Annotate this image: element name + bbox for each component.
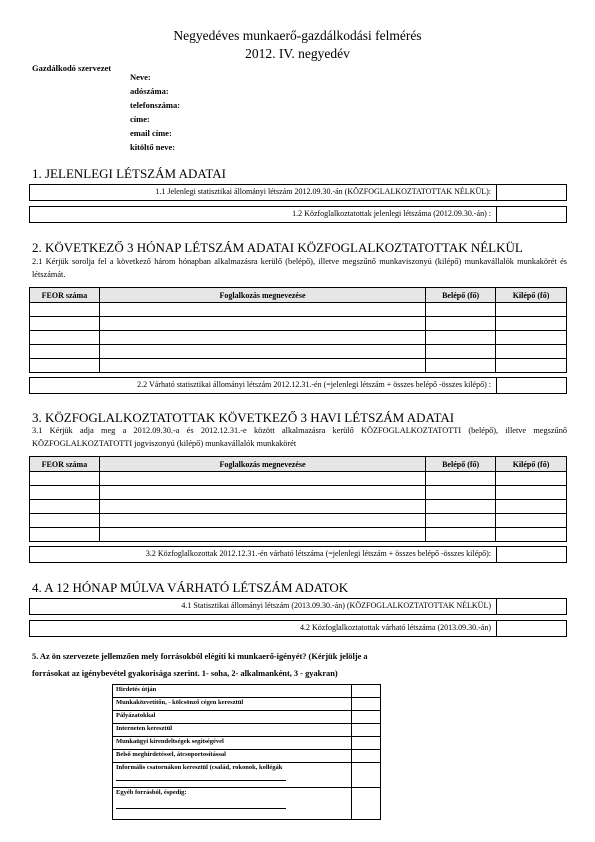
s3-table bbox=[29, 456, 567, 542]
table-row bbox=[113, 685, 381, 698]
table-row bbox=[113, 763, 381, 788]
table-row bbox=[113, 711, 381, 724]
org-label: Gazdálkodó szervezet bbox=[32, 63, 112, 73]
source-value[interactable] bbox=[352, 763, 381, 788]
source-label: Munkaközvetítőn, - kölcsönző cégen keresztül bbox=[113, 698, 352, 711]
s4-row-2-value[interactable] bbox=[496, 621, 497, 636]
s3-total-value[interactable] bbox=[496, 547, 497, 562]
s5-question-line-1: 5. Az ön szervezete jellemzően mely forrásokból elégíti ki munkaerő-igényét? (Kérjük jelölje a bbox=[32, 652, 368, 661]
s3-col-occupation: Foglalkozás megnevezése bbox=[99, 457, 425, 472]
source-label: Interneten keresztül bbox=[113, 724, 352, 737]
org-address-label: címe: bbox=[130, 114, 150, 124]
s3-total-row bbox=[29, 546, 567, 563]
table-row bbox=[113, 788, 381, 820]
s4-row-2 bbox=[29, 620, 567, 637]
s1-row-2-value[interactable] bbox=[496, 207, 497, 222]
s5-question-line-2: forrásokat az igénybevétel gyakorisága szerint. 1- soha, 2- alkalmanként, 3 - gyakran) bbox=[32, 669, 338, 678]
s2-col-occupation: Foglalkozás megnevezése bbox=[99, 288, 425, 303]
s2-total-value[interactable] bbox=[496, 378, 497, 393]
s2-paragraph: 2.1 Kérjük sorolja fel a következő három hónapban alkalmazásra kerülő (belépő), illetve megszűnő munkaviszonyú (kilépő) munkavállalók munkakörét és létszámát. bbox=[32, 257, 567, 279]
s4-row-1-label: 4.1 Statisztikai állományi létszám (2013.09.30.-án) (KÖZFOGLALKOZTATOTTAK NÉLKÜL) bbox=[181, 601, 491, 610]
section-2-heading: 2. KÖVETKEZŐ 3 HÓNAP LÉTSZÁM ADATAI KÖZFOGLALKOZTATOTTAK NÉLKÜL bbox=[32, 240, 523, 255]
section-4-heading: 4. A 12 HÓNAP MÚLVA VÁRHATÓ LÉTSZÁM ADATOK bbox=[32, 580, 349, 595]
org-filler-label: kitöltő neve: bbox=[130, 142, 176, 152]
source-label: Egyéb forrásból, éspedig: bbox=[116, 789, 187, 796]
table-row bbox=[30, 359, 567, 373]
org-name-label: Neve: bbox=[130, 72, 151, 82]
table-row bbox=[30, 303, 567, 317]
s1-row-2-label: 1.2 Közfoglalkoztatottak jelenlegi létszáma (2012.09.30.-án) : bbox=[292, 209, 491, 218]
s2-total-row bbox=[29, 377, 567, 394]
s5-sources-table bbox=[112, 684, 381, 820]
s3-col-feor: FEOR száma bbox=[30, 457, 100, 472]
org-email-label: email címe: bbox=[130, 128, 172, 138]
s1-row-1-label: 1.1 Jelenlegi statisztikai állományi létszám 2012.09.30.-án (KÖZFOGLALKOZTATOTTAK NÉLKÜL): bbox=[155, 187, 491, 196]
source-write-line[interactable] bbox=[116, 780, 286, 781]
s2-col-entering: Belépő (fő) bbox=[426, 288, 496, 303]
table-row bbox=[30, 472, 567, 486]
org-tax-label: adószáma: bbox=[130, 86, 169, 96]
s4-row-1 bbox=[29, 598, 567, 615]
s1-row-1 bbox=[29, 184, 567, 201]
source-label: Belső meghirdetéssel, átcsoportosítással bbox=[113, 750, 352, 763]
table-row bbox=[113, 737, 381, 750]
source-label: Informális csatornákon keresztül (család, rokonok, kollégák bbox=[116, 764, 283, 771]
page-subtitle: 2012. IV. negyedév bbox=[245, 46, 350, 61]
page-title: Negyedéves munkaerő-gazdálkodási felmérés bbox=[173, 28, 422, 43]
table-row bbox=[30, 500, 567, 514]
s3-paragraph: 3.1 Kérjük adja meg a 2012.09.30.-a és 2012.12.31.-e között alkalmazásra kerülő KÖZFOGLALKOZTATOTTI (belépő), illetve megszűnő KÖZFOGLALKOZTATOTTI jogviszonyú (kilépő) munkavállalók munkakörét bbox=[32, 426, 567, 448]
source-label: Munkaügyi kirendeltségek segítségével bbox=[113, 737, 352, 750]
s2-col-feor: FEOR száma bbox=[30, 288, 100, 303]
table-row bbox=[30, 331, 567, 345]
source-value[interactable] bbox=[352, 737, 381, 750]
table-row bbox=[113, 750, 381, 763]
table-row bbox=[30, 317, 567, 331]
table-row bbox=[113, 724, 381, 737]
source-value[interactable] bbox=[352, 698, 381, 711]
s3-total-label: 3.2 Közfoglalkozottak 2012.12.31.-én várható létszáma (=jelenlegi létszám + összes belépő -összes kilépő): bbox=[145, 549, 491, 558]
s3-col-leaving: Kilépő (fő) bbox=[496, 457, 567, 472]
s4-row-1-value[interactable] bbox=[496, 599, 497, 614]
table-row bbox=[30, 345, 567, 359]
source-value[interactable] bbox=[352, 685, 381, 698]
source-value[interactable] bbox=[352, 750, 381, 763]
table-row bbox=[30, 528, 567, 542]
s2-col-leaving: Kilépő (fő) bbox=[496, 288, 567, 303]
s4-row-2-label: 4.2 Közfoglalkoztatottak várható létszáma (2013.09.30.-án) bbox=[299, 623, 491, 632]
table-row bbox=[30, 514, 567, 528]
s1-row-1-value[interactable] bbox=[496, 185, 497, 200]
s2-total-label: 2.2 Várható statisztikai állományi létszám 2012.12.31.-én (=jelenlegi létszám + összes belépő -összes kilépő) : bbox=[137, 380, 491, 389]
table-row bbox=[30, 486, 567, 500]
org-fields bbox=[130, 70, 180, 154]
section-1-heading: 1. JELENLEGI LÉTSZÁM ADATAI bbox=[32, 166, 226, 181]
source-value[interactable] bbox=[352, 724, 381, 737]
source-label: Pályázatokkal bbox=[113, 711, 352, 724]
source-value[interactable] bbox=[352, 711, 381, 724]
s2-table bbox=[29, 287, 567, 373]
section-3-heading: 3. KÖZFOGLALKOZTATOTTAK KÖVETKEZŐ 3 HAVI LÉTSZÁM ADATAI bbox=[32, 410, 455, 425]
s3-col-entering: Belépő (fő) bbox=[426, 457, 496, 472]
table-row bbox=[113, 698, 381, 711]
source-write-line[interactable] bbox=[116, 808, 286, 809]
source-label: Hirdetés útján bbox=[113, 685, 352, 698]
source-value[interactable] bbox=[352, 788, 381, 820]
org-phone-label: telefonszáma: bbox=[130, 100, 181, 110]
s1-row-2 bbox=[29, 206, 567, 223]
